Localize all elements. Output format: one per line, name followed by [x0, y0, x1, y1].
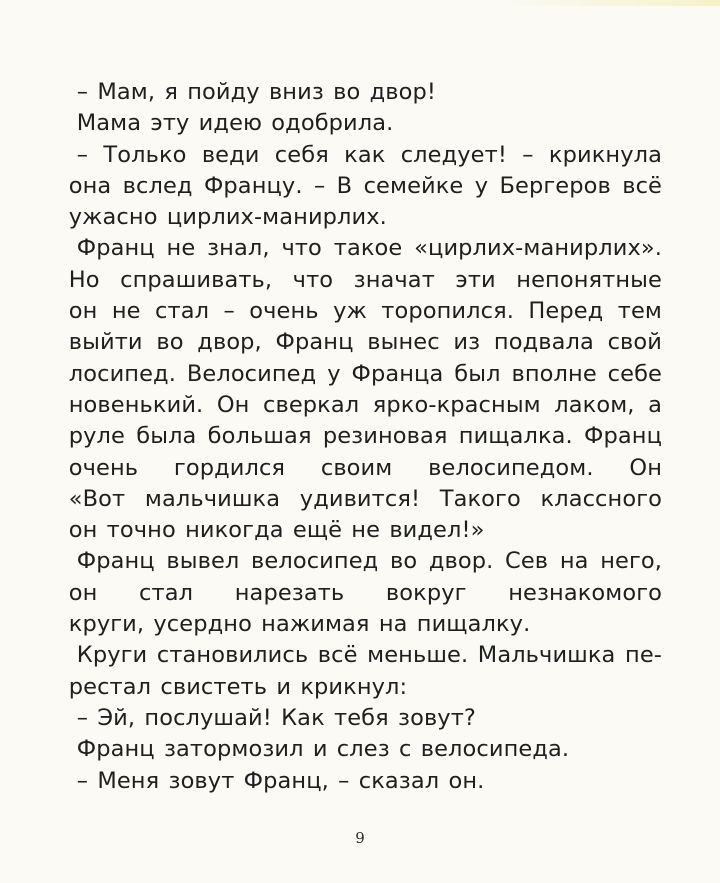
text-line: Но спрашивать, что значат эти непонятные — [68, 266, 662, 293]
paragraph — [62, 640, 662, 703]
text-line: – Эй, послушай! Как тебя зовут? — [76, 704, 476, 731]
text-line: лосипед. Велосипед у Франца был вполне себе — [68, 360, 662, 387]
paragraph — [62, 77, 662, 108]
text-line: очень гордился своим велосипедом. Он — [68, 454, 662, 481]
text-line: круги, усердно нажимая на пищалку. — [68, 611, 531, 638]
text-line: – Мам, я пойду вниз во двор! — [76, 79, 437, 105]
text-line: рестал свистеть и крикнул: — [68, 673, 408, 700]
page-edge-tint — [500, 0, 720, 6]
paragraph — [62, 734, 662, 765]
text-line: новенький. Он сверкал ярко-красным лаком, а — [68, 391, 662, 418]
paragraph — [62, 703, 662, 734]
text-line: она вслед Францу. – В семейке у Бергеров всё — [68, 172, 662, 199]
paragraph — [62, 233, 662, 546]
text-line: ужасно цирлих-манирлих. — [68, 204, 387, 231]
text-line: Мама эту идею одобрила. — [76, 110, 394, 137]
text-line: – Меня зовут Франц, – сказал он. — [76, 767, 485, 794]
text-line: Франц затормозил и слез с велосипеда. — [76, 736, 570, 763]
text-line: Франц вывел велосипед во двор. Сев на него, — [76, 548, 662, 575]
paragraph — [62, 140, 662, 234]
text-line: Круги становились всё меньше. Мальчишка пе- — [76, 642, 662, 669]
paragraph — [62, 766, 662, 797]
text-line: «Вот мальчишка удивится! Такого классного — [68, 485, 662, 512]
body-text — [62, 77, 662, 797]
text-line: выйти во двор, Франц вынес из подвала свой — [68, 329, 662, 356]
text-line: руле была большая резиновая пищалка. Франц — [68, 423, 662, 450]
paragraph — [62, 546, 662, 640]
text-line: он не стал – очень уж торопился. Перед тем — [68, 298, 662, 325]
page-number: 9 — [355, 829, 365, 847]
text-line: он стал нарезать вокруг незнакомого — [68, 579, 662, 606]
text-line: – Только веди себя как следует! – крикнула — [76, 141, 662, 168]
text-line: он точно никогда ещё не видел!» — [68, 517, 485, 544]
paragraph — [62, 108, 662, 139]
text-line: Франц не знал, что такое «цирлих-манирлих». — [76, 235, 662, 262]
